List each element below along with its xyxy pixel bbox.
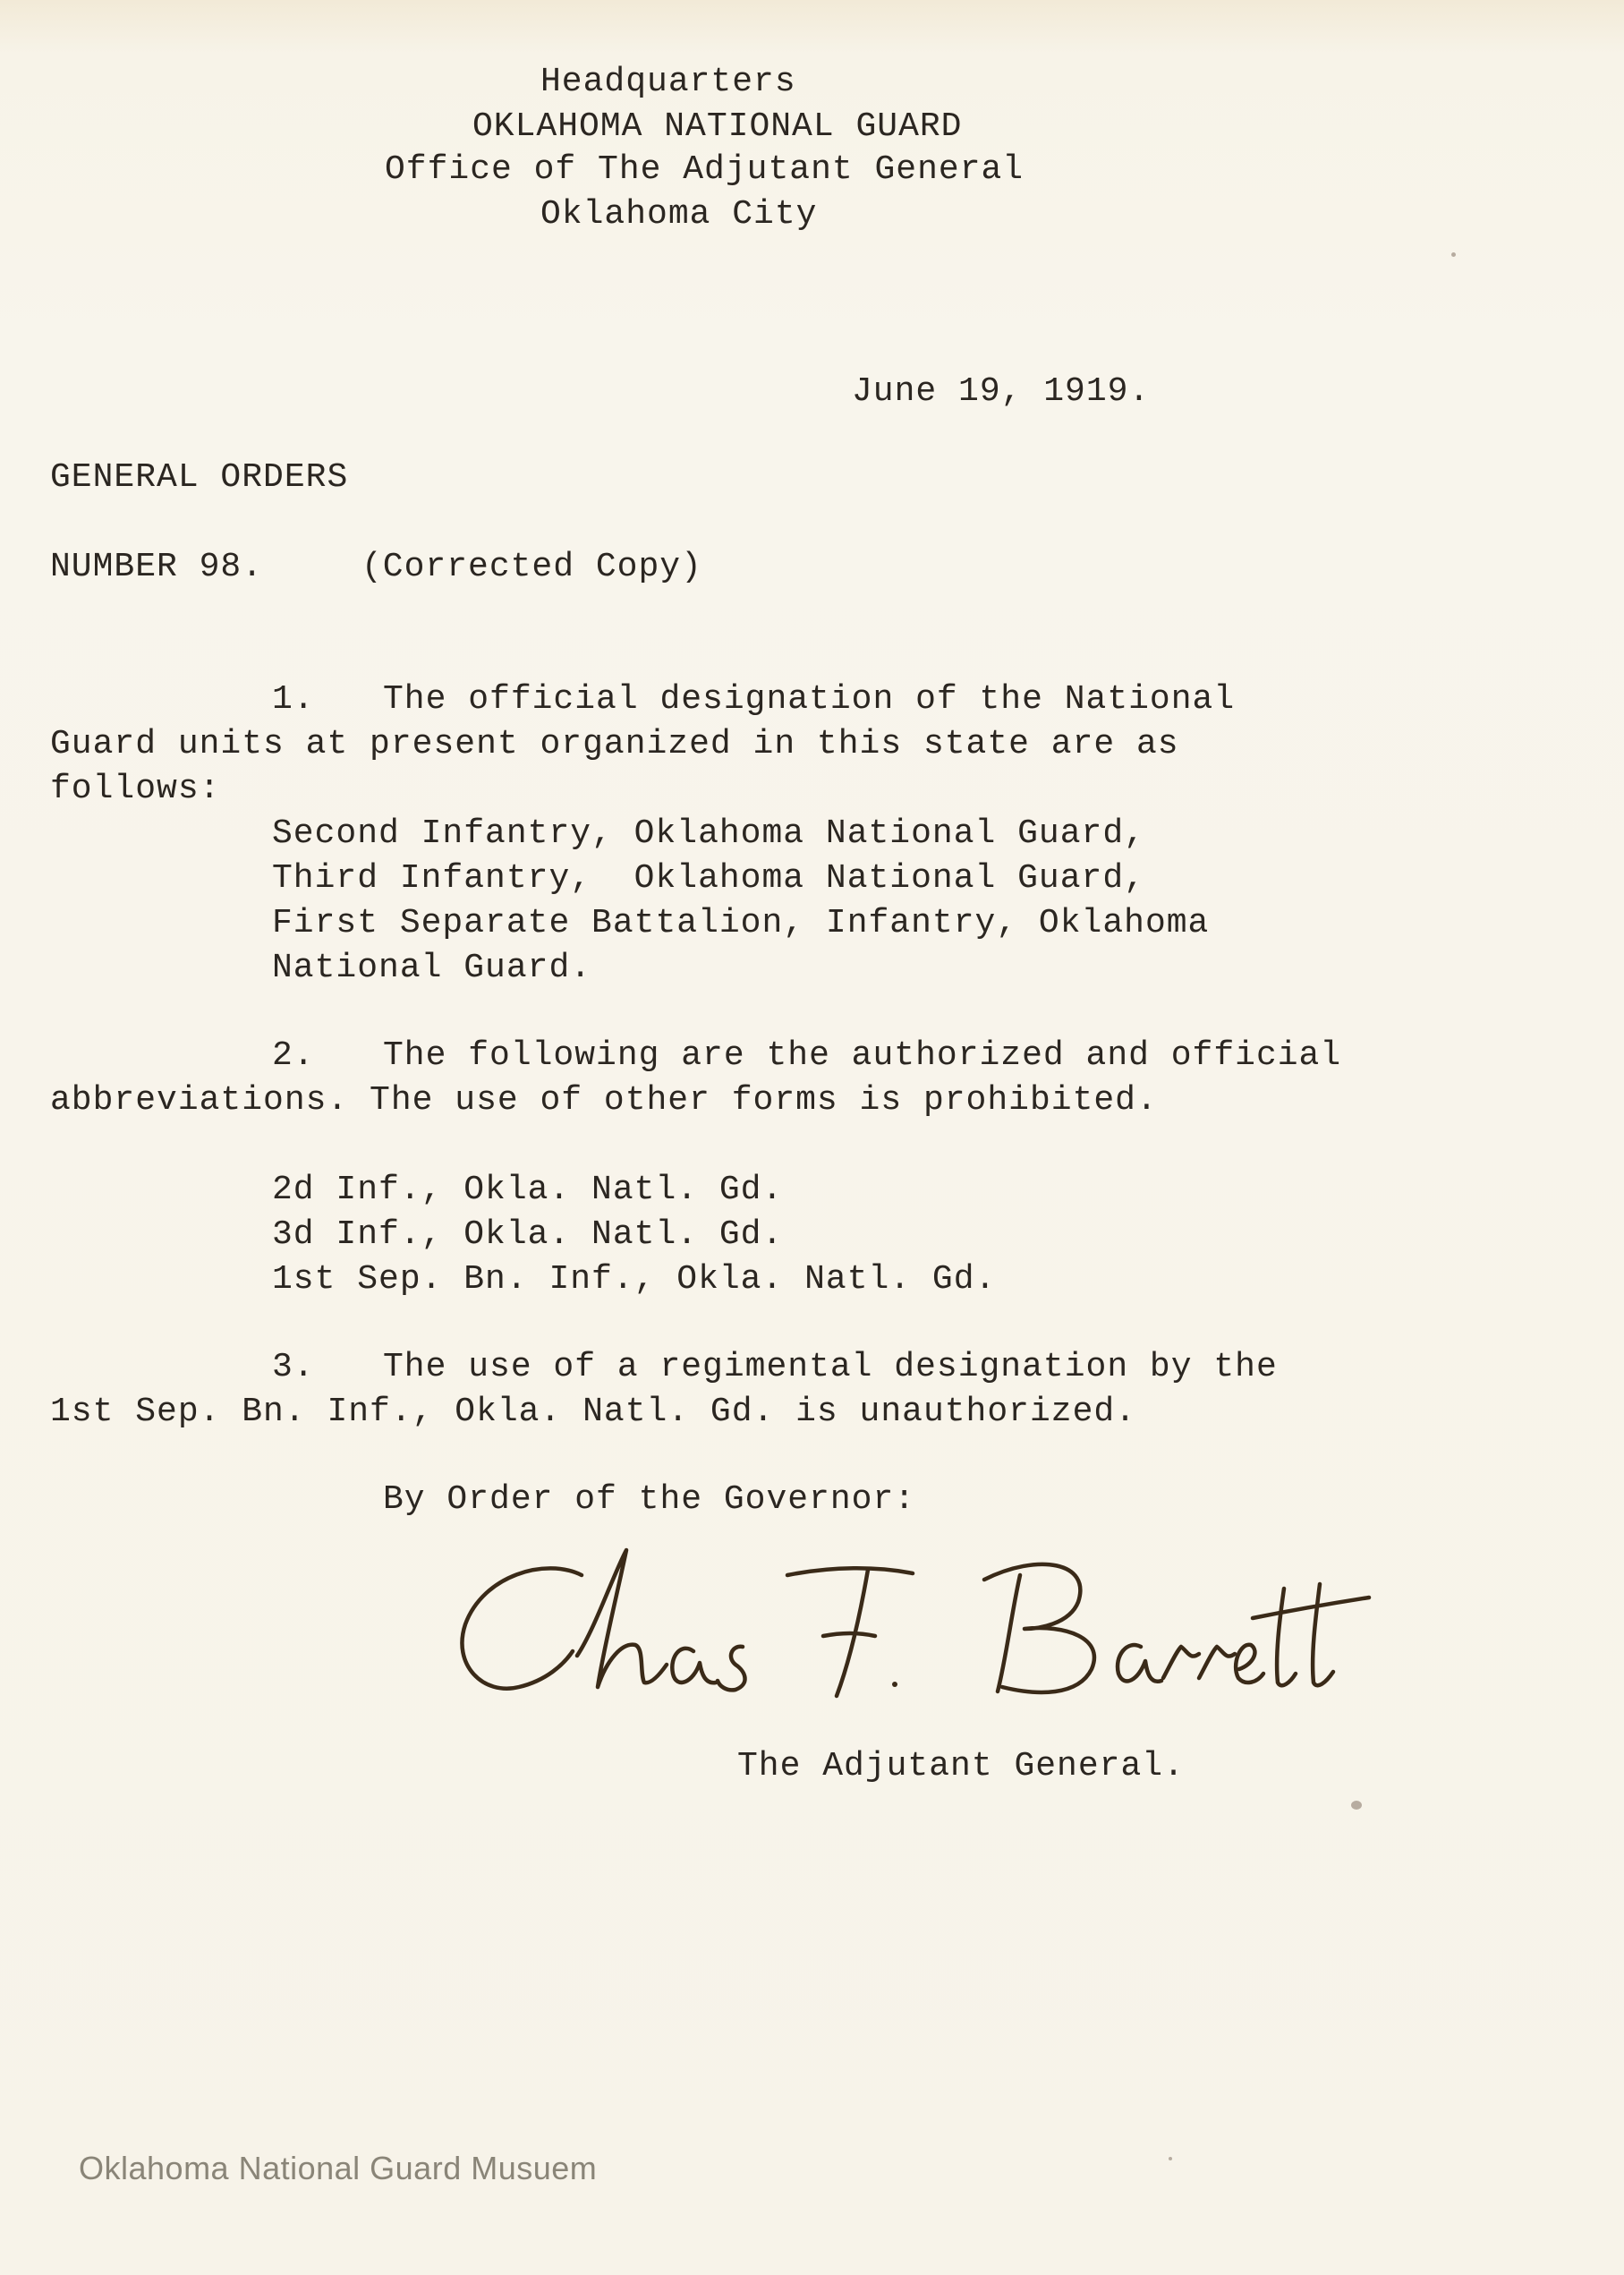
document-date: June 19, 1919. [852,372,1151,411]
letterhead-city: Oklahoma City [540,195,818,234]
orders-title: GENERAL ORDERS [50,458,349,497]
paragraph-3-line-2: 1st Sep. Bn. Inf., Okla. Natl. Gd. is unauthorized. [50,1393,1136,1431]
paragraph-3-line-1: The use of a regimental designation by the [383,1348,1278,1386]
unit-list-item: First Separate Battalion, Infantry, Oklahoma [272,904,1210,942]
paragraph-1-line-2: Guard units at present organized in this state are as [50,725,1179,763]
museum-watermark: Oklahoma National Guard Musuem [79,2150,598,2186]
signatory-title: The Adjutant General. [737,1747,1185,1785]
by-order-line: By Order of the Governor: [383,1480,916,1519]
unit-list-item: Third Infantry, Oklahoma National Guard, [272,859,1145,898]
paragraph-1-line-3: follows: [50,770,221,808]
paragraph-2-line-1: The following are the authorized and official [383,1036,1342,1075]
signature [447,1539,1378,1718]
abbreviation-item: 1st Sep. Bn. Inf., Okla. Natl. Gd. [272,1260,997,1299]
letterhead-headquarters: Headquarters [540,63,796,101]
paragraph-3-number: 3. [272,1348,315,1386]
paragraph-1-line-1: The official designation of the National [383,680,1236,719]
paper-speck [1351,1801,1362,1810]
paragraph-2-number: 2. [272,1036,315,1075]
orders-note: (Corrected Copy) [361,548,702,586]
orders-number: NUMBER 98. [50,548,264,586]
unit-list-item: National Guard. [272,949,592,987]
letterhead-organization: OKLAHOMA NATIONAL GUARD [472,107,963,146]
paragraph-1-number: 1. [272,680,315,719]
paragraph-2-line-2: abbreviations. The use of other forms is prohibited. [50,1081,1158,1120]
unit-list-item: Second Infantry, Oklahoma National Guard, [272,814,1145,853]
paper-speck [1169,2157,1172,2160]
letterhead-office: Office of The Adjutant General [385,150,1025,189]
abbreviation-item: 3d Inf., Okla. Natl. Gd. [272,1215,784,1254]
paper-speck [1451,252,1456,257]
abbreviation-item: 2d Inf., Okla. Natl. Gd. [272,1171,784,1209]
